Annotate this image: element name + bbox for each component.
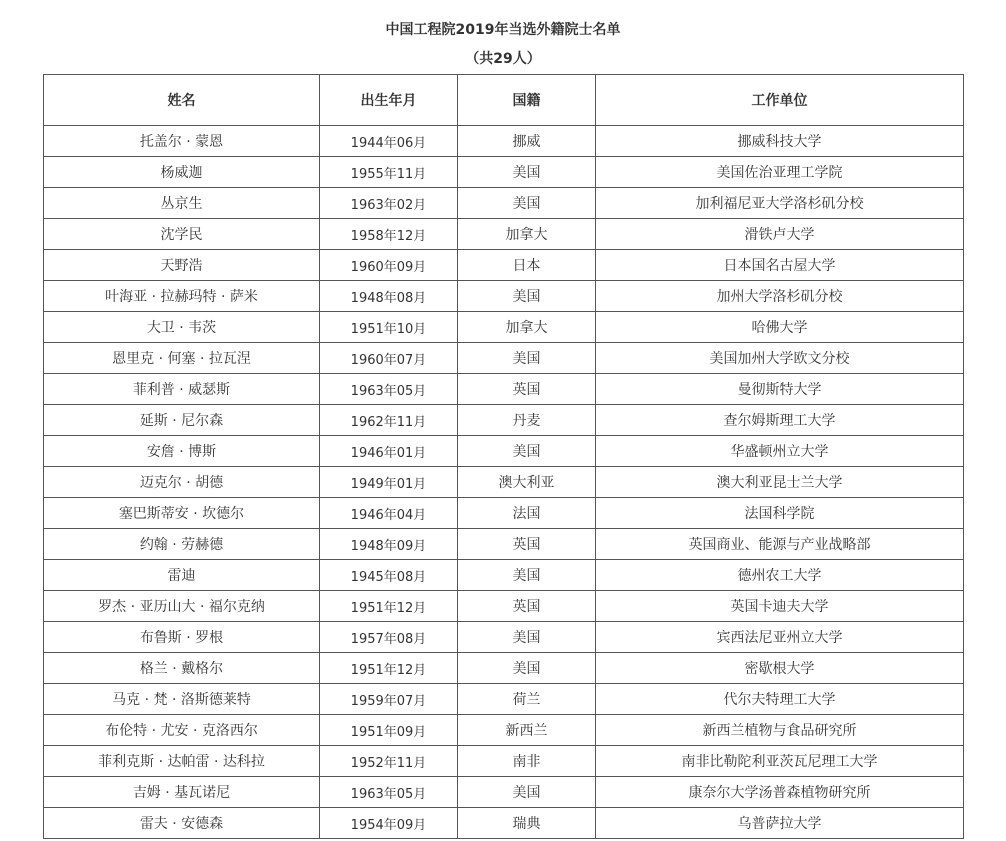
table-row: [44, 405, 964, 436]
cell-employer: 康奈尔大学汤普森植物研究所: [596, 777, 964, 808]
cell-birth: 1951年12月: [320, 653, 458, 684]
table-row: [44, 808, 964, 839]
cell-employer: 宾西法尼亚州立大学: [596, 622, 964, 653]
table-row: [44, 498, 964, 529]
cell-employer: 日本国名古屋大学: [596, 250, 964, 281]
cell-nationality: 美国: [458, 653, 596, 684]
cell-employer: 密歇根大学: [596, 653, 964, 684]
cell-name: 约翰 · 劳赫德: [44, 529, 320, 560]
table-row: [44, 622, 964, 653]
table-row: [44, 746, 964, 777]
cell-birth: 1948年09月: [320, 529, 458, 560]
table-row: [44, 188, 964, 219]
cell-name: 菲利克斯 · 达帕雷 · 达科拉: [44, 746, 320, 777]
table-row: [44, 591, 964, 622]
table-row: [44, 560, 964, 591]
cell-birth: 1963年05月: [320, 374, 458, 405]
cell-employer: 哈佛大学: [596, 312, 964, 343]
page-subtitle: （共29人）: [465, 51, 541, 67]
cell-employer: 英国卡迪夫大学: [596, 591, 964, 622]
cell-birth: 1963年05月: [320, 777, 458, 808]
table-row: [44, 529, 964, 560]
cell-employer: 乌普萨拉大学: [596, 808, 964, 839]
cell-name: 安詹 · 博斯: [44, 436, 320, 467]
cell-name: 丛京生: [44, 188, 320, 219]
cell-employer: 法国科学院: [596, 498, 964, 529]
cell-name: 吉姆 · 基瓦诺尼: [44, 777, 320, 808]
cell-nationality: 日本: [458, 250, 596, 281]
cell-employer: 曼彻斯特大学: [596, 374, 964, 405]
table-row: [44, 684, 964, 715]
cell-employer: 加利福尼亚大学洛杉矶分校: [596, 188, 964, 219]
cell-employer: 德州农工大学: [596, 560, 964, 591]
cell-nationality: 挪威: [458, 126, 596, 157]
cell-birth: 1955年11月: [320, 157, 458, 188]
table-row: [44, 777, 964, 808]
cell-nationality: 英国: [458, 591, 596, 622]
page-title: 中国工程院2019年当选外籍院士名单: [385, 22, 621, 38]
cell-name: 迈克尔 · 胡德: [44, 467, 320, 498]
cell-birth: 1948年08月: [320, 281, 458, 312]
cell-employer: 代尔夫特理工大学: [596, 684, 964, 715]
cell-employer: 英国商业、能源与产业战略部: [596, 529, 964, 560]
cell-name: 沈学民: [44, 219, 320, 250]
cell-birth: 1946年04月: [320, 498, 458, 529]
cell-nationality: 美国: [458, 560, 596, 591]
cell-birth: 1944年06月: [320, 126, 458, 157]
cell-nationality: 美国: [458, 436, 596, 467]
header-birth: 出生年月: [320, 75, 458, 126]
cell-name: 叶海亚 · 拉赫玛特 · 萨米: [44, 281, 320, 312]
cell-name: 布鲁斯 · 罗根: [44, 622, 320, 653]
cell-nationality: 美国: [458, 343, 596, 374]
cell-employer: 华盛顿州立大学: [596, 436, 964, 467]
cell-nationality: 荷兰: [458, 684, 596, 715]
header-name: 姓名: [44, 75, 320, 126]
cell-nationality: 美国: [458, 777, 596, 808]
cell-name: 雷迪: [44, 560, 320, 591]
table-row: [44, 219, 964, 250]
cell-name: 布伦特 · 尤安 · 克洛西尔: [44, 715, 320, 746]
cell-name: 罗杰 · 亚历山大 · 福尔克纳: [44, 591, 320, 622]
cell-nationality: 南非: [458, 746, 596, 777]
cell-nationality: 法国: [458, 498, 596, 529]
cell-name: 塞巴斯蒂安 · 坎德尔: [44, 498, 320, 529]
cell-employer: 美国加州大学欧文分校: [596, 343, 964, 374]
cell-nationality: 丹麦: [458, 405, 596, 436]
cell-name: 大卫 · 韦茨: [44, 312, 320, 343]
header-nationality: 国籍: [458, 75, 596, 126]
cell-birth: 1959年07月: [320, 684, 458, 715]
table-row: [44, 157, 964, 188]
table-row: [44, 436, 964, 467]
table-row: [44, 281, 964, 312]
cell-birth: 1952年11月: [320, 746, 458, 777]
table-row: [44, 374, 964, 405]
cell-nationality: 美国: [458, 157, 596, 188]
table-row: [44, 126, 964, 157]
cell-name: 格兰 · 戴格尔: [44, 653, 320, 684]
cell-birth: 1960年09月: [320, 250, 458, 281]
table-row: [44, 312, 964, 343]
cell-name: 延斯 · 尼尔森: [44, 405, 320, 436]
cell-birth: 1949年01月: [320, 467, 458, 498]
cell-birth: 1958年12月: [320, 219, 458, 250]
table-row: [44, 343, 964, 374]
cell-nationality: 美国: [458, 188, 596, 219]
cell-employer: 新西兰植物与食品研究所: [596, 715, 964, 746]
cell-birth: 1954年09月: [320, 808, 458, 839]
cell-birth: 1945年08月: [320, 560, 458, 591]
cell-nationality: 美国: [458, 622, 596, 653]
header-employer: 工作单位: [596, 75, 964, 126]
cell-employer: 南非比勒陀利亚茨瓦尼理工大学: [596, 746, 964, 777]
cell-nationality: 澳大利亚: [458, 467, 596, 498]
cell-name: 托盖尔 · 蒙恩: [44, 126, 320, 157]
cell-name: 菲利普 · 威瑟斯: [44, 374, 320, 405]
cell-birth: 1963年02月: [320, 188, 458, 219]
cell-birth: 1962年11月: [320, 405, 458, 436]
cell-employer: 滑铁卢大学: [596, 219, 964, 250]
cell-birth: 1951年10月: [320, 312, 458, 343]
cell-employer: 美国佐治亚理工学院: [596, 157, 964, 188]
cell-name: 雷夫 · 安德森: [44, 808, 320, 839]
cell-employer: 挪威科技大学: [596, 126, 964, 157]
cell-employer: 澳大利亚昆士兰大学: [596, 467, 964, 498]
cell-birth: 1946年01月: [320, 436, 458, 467]
table-body: [44, 126, 964, 839]
cell-name: 天野浩: [44, 250, 320, 281]
cell-nationality: 新西兰: [458, 715, 596, 746]
table-row: [44, 715, 964, 746]
table-row: [44, 653, 964, 684]
table-header-row: [44, 75, 964, 126]
cell-birth: 1960年07月: [320, 343, 458, 374]
cell-nationality: 美国: [458, 281, 596, 312]
cell-nationality: 英国: [458, 374, 596, 405]
academician-table: [43, 74, 964, 839]
cell-birth: 1951年09月: [320, 715, 458, 746]
cell-name: 杨威迦: [44, 157, 320, 188]
cell-birth: 1951年12月: [320, 591, 458, 622]
cell-nationality: 加拿大: [458, 312, 596, 343]
table-row: [44, 250, 964, 281]
cell-employer: 查尔姆斯理工大学: [596, 405, 964, 436]
cell-name: 马克 · 梵 · 洛斯德莱特: [44, 684, 320, 715]
cell-nationality: 加拿大: [458, 219, 596, 250]
cell-employer: 加州大学洛杉矶分校: [596, 281, 964, 312]
cell-nationality: 英国: [458, 529, 596, 560]
table-row: [44, 467, 964, 498]
cell-birth: 1957年08月: [320, 622, 458, 653]
cell-nationality: 瑞典: [458, 808, 596, 839]
cell-name: 恩里克 · 何塞 · 拉瓦涅: [44, 343, 320, 374]
